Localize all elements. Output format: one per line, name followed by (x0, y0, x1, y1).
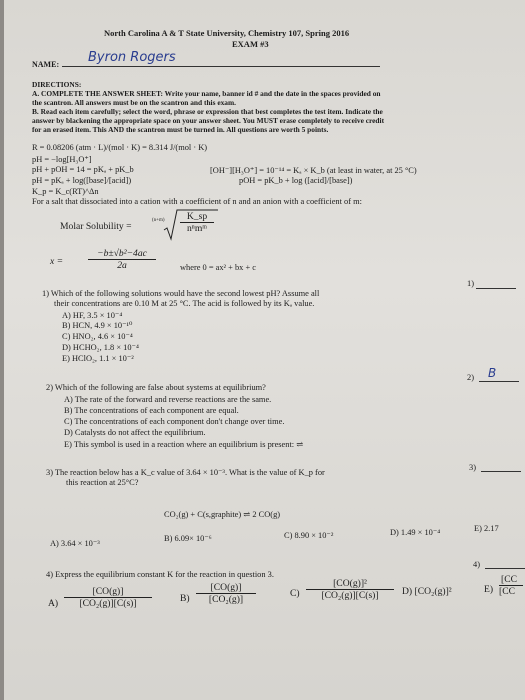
q3-stem-line2: this reaction at 25°C? (66, 478, 139, 487)
q4-e-numerator: [CC (499, 574, 523, 586)
q3-reaction: CO₂(g) + C(s,graphite) ⇌ 2 CO(g) (164, 510, 281, 519)
quadratic-lhs: x = (50, 256, 64, 267)
hh-acid: pH = pKₐ + log([base]/[acid]) (32, 176, 132, 185)
q1-option-e: E) HClO₂, 1.1 × 10⁻² (62, 354, 134, 363)
q3-option-a: A) 3.64 × 10⁻³ (50, 539, 100, 548)
q4-b-numerator: [CO(g)] (196, 582, 256, 594)
directions-a-line2: the scantron. All answers must be on the scantron and this exam. (32, 98, 237, 107)
q1-option-b: B) HCN, 4.9 × 10⁻¹⁰ (62, 321, 133, 330)
exam-number: EXAM #3 (232, 39, 269, 49)
directions-b-line1: B. Read each item carefully; select the word, phrase or expression that best completes the test item. Indicate the (32, 107, 383, 116)
ph-poh-relation: pH + pOH = 14 = pKₐ + pK_b (32, 165, 134, 174)
q4-option-e (499, 574, 523, 597)
q4-option-b-label: B) (180, 593, 190, 604)
quadratic-denominator: 2a (117, 260, 127, 271)
q4-option-a (64, 586, 152, 609)
q4-option-c (306, 578, 394, 601)
university-header: North Carolina A & T State University, Chemistry 107, Spring 2016 (104, 28, 350, 38)
quadratic-fraction (88, 248, 156, 271)
molar-denominator: nⁿmᵐ (187, 223, 207, 234)
q2-option-d: D) Catalysts do not affect the equilibrium. (64, 428, 206, 437)
directions-title: DIRECTIONS: (32, 80, 82, 89)
molar-fraction (180, 211, 214, 234)
q4-answer-number: 4) (473, 560, 480, 569)
q4-a-denominator: [CO₂(g)][C(s)] (79, 598, 137, 609)
q2-option-b: B) The concentrations of each component are equal. (64, 406, 239, 415)
q3-stem-line1: 3) The reaction below has a K_c value of 3.64 × 10⁻³. What is the value of K_p for (46, 468, 325, 477)
directions-b-line3: for an erased item. This AND the scantron must be turned in. All questions are worth 5 points. (32, 125, 329, 134)
name-label: NAME: (32, 60, 60, 69)
molar-numerator: K_sp (180, 211, 214, 223)
q3-answer-number: 3) (469, 463, 476, 472)
q2-option-a: A) The rate of the forward and reverse reactions are the same. (64, 395, 272, 404)
kw-relation: [OH⁻][H₃O⁺] = 10⁻¹⁴ = Kₐ × K_b (at least in water, at 25 °C) (210, 166, 417, 175)
molar-solubility-label: Molar Solubility = (60, 221, 132, 232)
q4-option-d: D) [CO₂(g)]² (402, 586, 452, 597)
directions-a-line1: A. COMPLETE THE ANSWER SHEET: Write your name, banner id # and the date in the spaces provided on (32, 89, 381, 98)
q3-option-c: C) 8.90 × 10⁻² (284, 531, 334, 540)
q2-handwritten-answer: B (488, 366, 497, 380)
q1-option-a: A) HF, 3.5 × 10⁻⁴ (62, 311, 123, 320)
q4-e-denominator: [CC (499, 586, 515, 597)
q4-option-b (196, 582, 256, 605)
q4-c-denominator: [CO₂(g)][C(s)] (321, 590, 379, 601)
q2-stem: 2) Which of the following are false about systems at equilibrium? (46, 383, 266, 392)
q3-option-e: E) 2.17 (474, 524, 499, 533)
quadratic-numerator: −b±√b²−4ac (88, 248, 156, 260)
q1-option-d: D) HCHO₂, 1.8 × 10⁻⁴ (62, 343, 139, 352)
hh-base: pOH = pK_b + log ([acid]/[base]) (239, 176, 353, 185)
q1-answer-number: 1) (467, 279, 474, 288)
salt-statement: For a salt that dissociated into a cation with a coefficient of n and an anion with a coefficient of m: (32, 197, 362, 206)
q4-stem: 4) Express the equilibrium constant K for the reaction in question 3. (46, 570, 274, 579)
q4-c-numerator: [CO(g)]² (306, 578, 394, 590)
molar-root-index: (n+m) (152, 218, 165, 223)
gas-constant: R = 0.08206 (atm · L)/(mol · K) = 8.314 J/(mol · K) (32, 143, 208, 152)
student-name: Byron Rogers (88, 50, 176, 65)
q4-option-c-label: C) (290, 588, 300, 599)
ph-definition: pH = −log[H₃O⁺] (32, 155, 92, 164)
q2-answer-number: 2) (467, 373, 474, 382)
q3-option-d: D) 1.49 × 10⁻⁴ (390, 528, 441, 537)
q4-a-numerator: [CO(g)] (64, 586, 152, 598)
q4-option-e-label: E) (484, 584, 494, 595)
q4-answer-line[interactable] (485, 568, 525, 569)
q1-option-c: C) HNO₂, 4.6 × 10⁻⁴ (62, 332, 133, 341)
kp-relation: K_p = K_c(RT)^Δn (32, 187, 99, 196)
q2-option-c: C) The concentrations of each component don't change over time. (64, 417, 285, 426)
q1-stem-line2: their concentrations are 0.10 M at 25 °C. The acid is followed by its Kₐ value. (54, 299, 315, 308)
q3-answer-line[interactable] (481, 471, 521, 472)
q1-answer-line[interactable] (476, 288, 516, 289)
name-line (62, 66, 380, 67)
quadratic-where: where 0 = ax² + bx + c (180, 263, 256, 272)
q4-option-a-label: A) (48, 598, 59, 609)
q1-stem-line1: 1) Which of the following solutions would have the second lowest pH? Assume all (42, 289, 320, 298)
q3-option-b: B) 6.09× 10⁻⁶ (164, 534, 212, 543)
exam-sheet (4, 0, 525, 700)
q2-answer-line[interactable] (479, 381, 519, 382)
q4-b-denominator: [CO₂(g)] (208, 594, 244, 605)
q2-option-e: E) This symbol is used in a reaction where an equilibrium is present: ⇌ (64, 440, 304, 449)
directions-b-line2: answer by blackening the appropriate space on your answer sheet. You MUST erase completely to receive credit (32, 116, 385, 125)
